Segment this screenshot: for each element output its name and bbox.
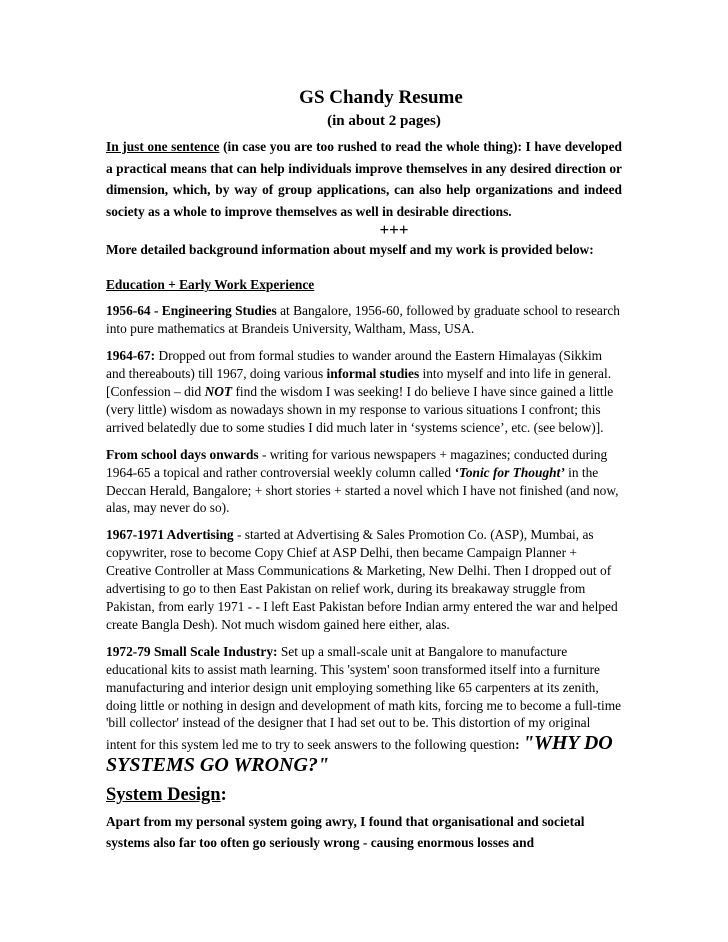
colon: : — [515, 737, 520, 753]
paragraph-lead: 1972-79 Small Scale Industry: — [106, 643, 278, 659]
paragraph-text: at Bangalore, 1956-60, followed by graduate school to research into pure mathematics at Brandeis University, Waltham, Mass, USA. — [106, 303, 620, 337]
emphasis-text: NOT — [204, 384, 233, 399]
paragraph-lead: 1964-67: — [106, 348, 156, 364]
intro-text: (in case you are too rushed to read the whole thing): I have developed a practical means that can help individuals improve themselves in any desired direction or dimension, which, by way of group applications, can also help organizations and indeed society as a whole to improve themselves as well in desirable directions. — [106, 139, 622, 219]
paragraph-text: Dropped out from formal studies to wander around the Eastern Himalayas (Sikkim and thereabouts) till 1967, doing various — [106, 348, 603, 382]
separator: +++ — [379, 220, 409, 240]
key-question: "WHY DO SYSTEMS GO WRONG?" — [106, 732, 613, 777]
section-heading-education: Education + Early Work Experience — [106, 277, 315, 293]
emphasis-text: informal studies — [326, 366, 420, 382]
resume-page — [106, 86, 622, 853]
paragraph-lead: From school days onwards — [106, 446, 259, 462]
paragraph-text: - writing for various newspapers + magazines; conducted during 1964-65 a topical and rather controversial weekly column called — [106, 446, 608, 480]
paragraph-text: into myself and into life in general. [Confession – did — [106, 366, 612, 399]
section-heading-system-design — [106, 784, 622, 806]
paragraph-writing — [106, 446, 622, 518]
page-title: GS Chandy Resume — [299, 87, 463, 108]
heading-colon: : — [220, 785, 227, 806]
paragraph-industry — [106, 643, 622, 777]
paragraph-text: in the Deccan Herald, Bangalore; + short stories + started a novel which I have not finished (and now, alas, may never do so). — [106, 464, 619, 516]
paragraph-engineering — [106, 302, 622, 338]
paragraph-lead: 1967-1971 Advertising — [106, 527, 234, 543]
page-subtitle: (in about 2 pages) — [327, 113, 441, 129]
more-info-line: More detailed background information about myself and my work is provided below: — [106, 242, 594, 258]
paragraph-himalayas — [106, 347, 622, 437]
paragraph-lead: 1956-64 - Engineering Studies — [106, 303, 277, 319]
paragraph-text: Set up a small-scale unit at Bangalore to manufacture educational kits to assist math learning. This 'system' soon transformed itself into a furniture manufacturing and interior design unit employing something like 65 carpenters at its zenith, doing little or nothing in design and development of math kits, forcing me to become a full-time 'bill collector' instead of the designer that I had set out to be. This distortion of my original intent for this system led me to try to seek answers to the following question — [106, 643, 622, 753]
paragraph-system-design: Apart from my personal system going awry, I found that organisational and societal systems also far too often go seriously wrong - causing enormous losses and — [106, 814, 585, 851]
paragraph-text: find the wisdom I was seeking! I do believe I have since gained a little (very little) wisdom as nowadays shown in my response to various situations I confront; this arrived belatedly due to some studies I did much later in ‘systems science’, etc. (see below)]. — [106, 384, 614, 435]
paragraph-advertising — [106, 526, 622, 633]
column-name: ‘Tonic for Thought’ — [454, 464, 565, 480]
heading-text: System Design — [106, 785, 221, 806]
intro-paragraph — [106, 136, 622, 222]
paragraph-text: - started at Advertising & Sales Promotion Co. (ASP), Mumbai, as copywriter, rose to become Copy Chief at ASP Delhi, then became Campaign Planner + Creative Controller at Mass Communications & Marketing, New Delhi. Then I dropped out of advertising to go to then East Pakistan on relief work, during its breakaway struggle from Pakistan, from early 1971 - - I left East Pakistan before Indian army entered the war and helped create Bangla Desh). Not much wisdom gained here either, alas. — [106, 527, 618, 632]
intro-lead: In just one sentence — [106, 139, 220, 154]
